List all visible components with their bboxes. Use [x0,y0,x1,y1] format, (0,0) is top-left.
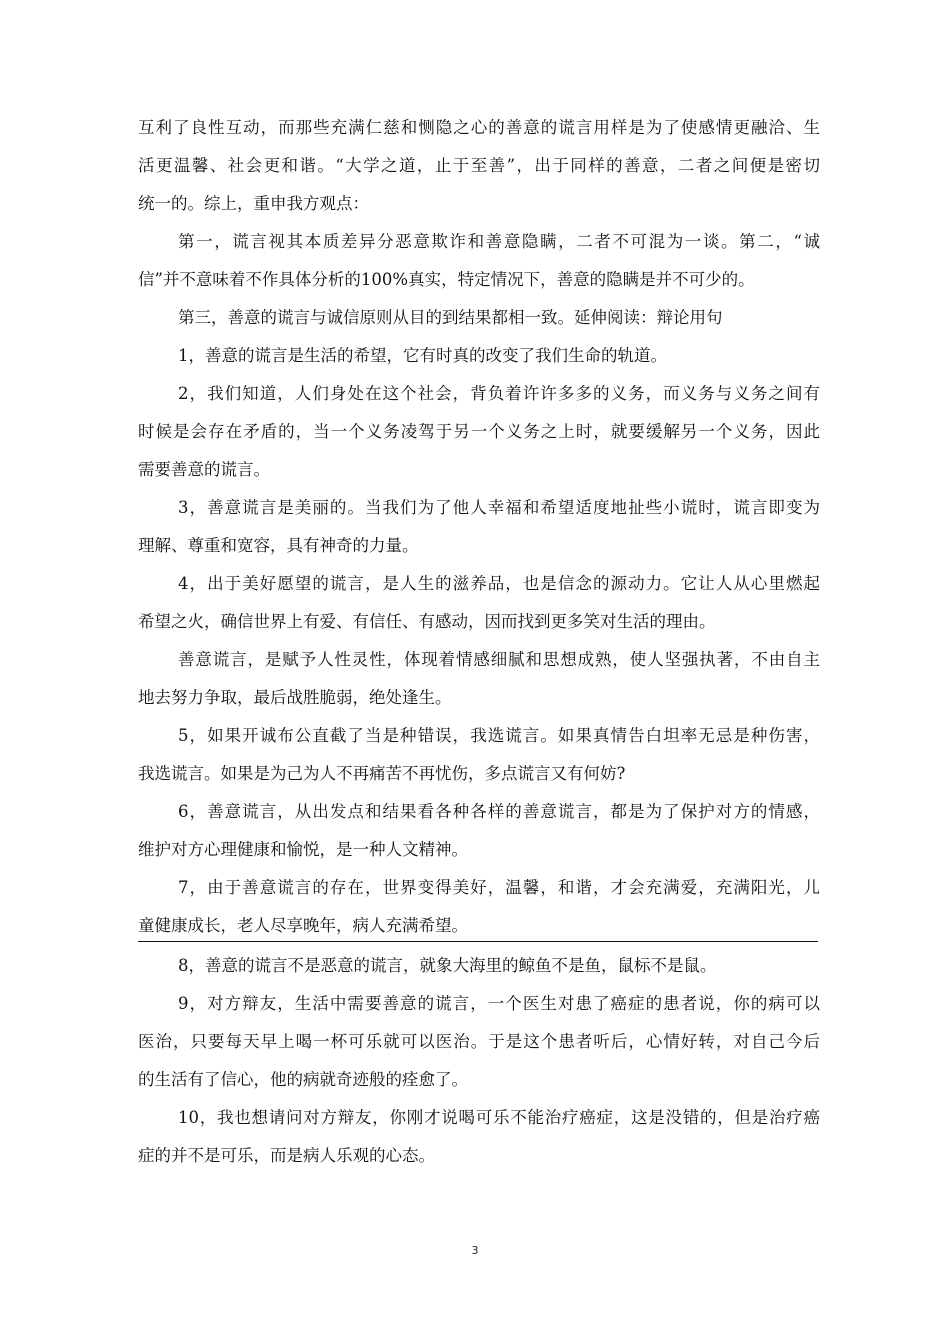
text-line: 8，善意的谎言不是恶意的谎言，就象大海里的鲸鱼不是鱼，鼠标不是鼠。 [178,956,717,975]
text-line: 希望之火，确信世界上有爱、有信任、有感动，因而找到更多笑对生活的理由。 [138,612,716,631]
text-line: 的生活有了信心，他的病就奇迹般的痊愈了。 [138,1070,468,1089]
text-line: 4，出于美好愿望的谎言，是人生的滋养品，也是信念的源动力。它让人从心里燃起 [178,574,820,593]
text-line: 3，善意谎言是美丽的。当我们为了他人幸福和希望适度地扯些小谎时，谎言即变为 [178,498,820,517]
text-line: 第一，谎言视其本质差异分恶意欺诈和善意隐瞒，二者不可混为一谈。第二，“诚 [178,232,820,251]
text-line: 活更温馨、社会更和谐。“大学之道，止于至善”，出于同样的善意，二者之间便是密切 [138,156,820,175]
text-line: 2，我们知道，人们身处在这个社会，背负着许许多多的义务，而义务与义务之间有 [178,384,820,403]
page-number: 3 [471,1244,479,1257]
text-line: 善意谎言，是赋予人性灵性，体现着情感细腻和思想成熟，使人坚强执著，不由自主 [178,650,820,669]
text-line: 地去努力争取，最后战胜脆弱，绝处逢生。 [138,688,452,707]
text-line: 医治，只要每天早上喝一杯可乐就可以医治。于是这个患者听后，心情好转，对自己今后 [138,1032,820,1051]
text-line: 症的并不是可乐，而是病人乐观的心态。 [138,1146,435,1165]
text-line: 5，如果开诚布公直截了当是种错误，我选谎言。如果真情告白坦率无忌是种伤害， [178,726,820,745]
text-line: 需要善意的谎言。 [138,460,270,479]
text-line: 10，我也想请问对方辩友，你刚才说喝可乐不能治疗癌症，这是没错的，但是治疗癌 [178,1108,820,1127]
horizontal-rule [138,941,818,942]
text-line: 我选谎言。如果是为己为人不再痛苦不再忧伤，多点谎言又有何妨? [138,764,626,783]
text-line: 9，对方辩友，生活中需要善意的谎言，一个医生对患了癌症的患者说，你的病可以 [178,994,820,1013]
text-line: 统一的。综上，重申我方观点： [138,194,369,213]
text-line: 维护对方心理健康和愉悦，是一种人文精神。 [138,840,468,859]
text-line: 6，善意谎言，从出发点和结果看各种各样的善意谎言，都是为了保护对方的情感， [178,802,820,821]
text-line: 第三，善意的谎言与诚信原则从目的到结果都相一致。延伸阅读：辩论用句 [178,308,723,327]
text-line: 童健康成长，老人尽享晚年，病人充满希望。 [138,916,468,935]
text-line: 时候是会存在矛盾的，当一个义务凌驾于另一个义务之上时，就要缓解另一个义务，因此 [138,422,820,441]
text-line: 互利了良性互动，而那些充满仁慈和恻隐之心的善意的谎言用样是为了使感情更融洽、生 [138,118,820,137]
text-line: 理解、尊重和宽容，具有神奇的力量。 [138,536,419,555]
text-line: 信”并不意味着不作具体分析的100%真实，特定情况下，善意的隐瞒是并不可少的。 [138,270,755,289]
text-line: 1，善意的谎言是生活的希望，它有时真的改变了我们生命的轨道。 [178,346,667,365]
text-line: 7，由于善意谎言的存在，世界变得美好，温馨，和谐，才会充满爱，充满阳光，儿 [178,878,820,897]
